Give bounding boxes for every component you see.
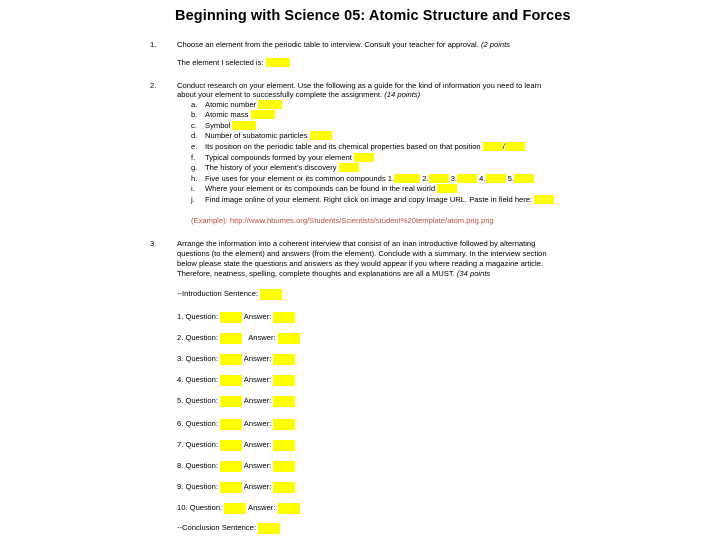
use-4-field[interactable] (486, 174, 506, 183)
q2-item-c-letter: c. (191, 121, 197, 130)
question-7-label: 7. Question: (177, 440, 218, 449)
q1-points: (2 points (480, 40, 511, 49)
q2-item-d-label: Number of subatomic particles (205, 131, 308, 140)
q2-item-e (191, 142, 525, 151)
qa-row-5 (177, 396, 295, 407)
answer-9-field[interactable] (273, 482, 295, 493)
qa-row-10 (177, 503, 300, 514)
q2-item-i-letter: i. (191, 184, 195, 193)
q2-item-g-letter: g. (191, 163, 198, 172)
qa-row-3 (177, 354, 295, 365)
atomic-number-field[interactable] (258, 100, 282, 109)
q3-line3: below please state the questions and answers as they would appear if you where reading a magazine article. (177, 259, 543, 268)
question-4-label: 4. Question: (177, 375, 218, 384)
atomic-mass-field[interactable] (251, 110, 275, 119)
question-8-label: 8. Question: (177, 461, 218, 470)
answer-3-label: Answer: (243, 354, 272, 363)
answer-6-field[interactable] (273, 419, 295, 430)
q2-item-d (191, 131, 332, 140)
q2-item-a (191, 100, 282, 109)
q2-item-h (191, 174, 534, 183)
q2-item-f-label: Typical compounds formed by your element (205, 153, 352, 162)
q2-item-a-letter: a. (191, 100, 198, 109)
q2-item-j-letter: j. (191, 195, 195, 204)
q2-item-e-label: Its position on the periodic table and its chemical properties based on that position (205, 142, 481, 151)
qa-row-7 (177, 440, 295, 451)
conclusion-row (177, 523, 280, 534)
q2-item-d-letter: d. (191, 131, 198, 140)
qa-row-8 (177, 461, 295, 472)
q1-text-body: Choose an element from the periodic table to interview. Consult your teacher for approval. (177, 40, 479, 49)
answer-7-field[interactable] (273, 440, 295, 451)
answer-10-label: Answer: (248, 503, 276, 512)
q2-item-h-label: Five uses for your element or its common compounds 1. (205, 174, 395, 183)
answer-8-label: Answer: (243, 461, 272, 470)
element-selected-field[interactable] (266, 58, 290, 67)
use-4-number: 4. (479, 174, 486, 183)
q3-line1: Arrange the information into a coherent interview that consist of an inan introductive followed by alternating (177, 239, 536, 248)
q2-number: 2. (150, 81, 157, 90)
answer-4-label: Answer: (243, 375, 272, 384)
q2-item-g-label: The history of your element’s discovery (205, 163, 337, 172)
page-title: Beginning with Science 05: Atomic Structure and Forces (175, 8, 571, 24)
answer-3-field[interactable] (273, 354, 295, 365)
q2-item-i-label: Where your element or its compounds can be found in the real world (205, 184, 436, 193)
intro-row (177, 289, 282, 300)
use-2-field[interactable] (429, 174, 449, 183)
q1-selected-row (177, 58, 290, 67)
answer-5-field[interactable] (273, 396, 295, 407)
conclusion-label: --Conclusion Sentence: (177, 523, 256, 532)
q3-line4 (177, 269, 490, 278)
q2-line1: Conduct research on your element. Use the following as a guide for the kind of information you need to learn (177, 81, 542, 90)
question-5-label: 5. Question: (177, 396, 218, 405)
question-10-label: 10. Question: (177, 503, 223, 512)
q2-item-j-label: Find image online of your element. Right click on image and copy Image URL. Paste in field here: (205, 195, 533, 204)
question-9-label: 9. Question: (177, 482, 218, 491)
q2-item-b (191, 110, 275, 119)
position-field[interactable] (483, 142, 503, 151)
q2-item-f (191, 153, 374, 162)
qa-row-9 (177, 482, 295, 493)
answer-6-label: Answer: (243, 419, 272, 428)
q2-line2-text: about your element to successfully complete the assignment. (177, 90, 383, 99)
conclusion-field[interactable] (258, 523, 280, 534)
symbol-field[interactable] (232, 121, 256, 130)
q2-item-a-label: Atomic number (205, 100, 257, 109)
answer-4-field[interactable] (273, 375, 295, 386)
position-separator: / (502, 142, 505, 151)
answer-2-field[interactable] (278, 333, 300, 344)
q2-item-e-letter: e. (191, 142, 198, 151)
intro-label: --Introduction Sentence: (177, 289, 259, 298)
qa-row-6 (177, 419, 295, 430)
question-8-field[interactable] (220, 461, 242, 472)
question-7-field[interactable] (220, 440, 242, 451)
q2-item-h-letter: h. (191, 174, 198, 183)
use-5-number: 5. (507, 174, 514, 183)
q3-line4-text: Therefore, neatness, spelling, complete thoughts and explanations are all a MUST. (177, 269, 455, 278)
q1-number: 1. (150, 40, 157, 49)
use-1-field[interactable] (394, 174, 420, 183)
answer-10-field[interactable] (278, 503, 300, 514)
q3-line2: questions (to the element) and answers (from the element). Conclude with a summary. In the interview section (177, 249, 547, 258)
question-10-field[interactable] (224, 503, 246, 514)
q2-points: (14 points) (384, 90, 421, 99)
compounds-field[interactable] (354, 153, 374, 162)
q3-points: (34 points (456, 269, 491, 278)
question-4-field[interactable] (220, 375, 242, 386)
q2-item-i (191, 184, 457, 193)
q2-item-g (191, 163, 359, 172)
qa-row-2 (177, 333, 300, 344)
question-1-field[interactable] (220, 312, 242, 323)
q3-number: 3. (150, 239, 157, 248)
use-2-number: 2. (422, 174, 429, 183)
question-6-field[interactable] (220, 419, 242, 430)
qa-row-4 (177, 375, 295, 386)
q2-item-f-letter: f. (191, 153, 196, 162)
subatomic-particles-field[interactable] (310, 131, 332, 140)
q2-item-c-label: Symbol (205, 121, 231, 130)
intro-field[interactable] (260, 289, 282, 300)
question-9-field[interactable] (220, 482, 242, 493)
answer-8-field[interactable] (273, 461, 295, 472)
answer-1-field[interactable] (273, 312, 295, 323)
question-2-label: 2. Question: (177, 333, 218, 342)
answer-1-label: Answer: (243, 312, 272, 321)
question-5-field[interactable] (220, 396, 242, 407)
question-6-label: 6. Question: (177, 419, 218, 428)
answer-9-label: Answer: (243, 482, 272, 491)
question-1-label: 1. Question: (177, 312, 218, 321)
answer-5-label: Answer: (243, 396, 272, 405)
q2-item-c (191, 121, 256, 130)
question-3-label: 3. Question: (177, 354, 218, 363)
q2-item-b-label: Atomic mass (205, 110, 249, 119)
history-field[interactable] (339, 163, 359, 172)
use-3-field[interactable] (457, 174, 477, 183)
question-2-field[interactable] (220, 333, 242, 344)
use-5-field[interactable] (514, 174, 534, 183)
chemical-properties-field[interactable] (502, 142, 525, 151)
example-url: (Example): http://www.hbumes.org/Students/Scientists/student%20template/atom.png.png (191, 216, 494, 225)
q1-selected-label: The element I selected is: (177, 58, 264, 67)
q2-item-j (191, 195, 554, 204)
q2-line2 (177, 90, 420, 99)
q2-item-b-letter: b. (191, 110, 198, 119)
q1-text (177, 40, 510, 49)
qa-row-1 (177, 312, 295, 323)
image-url-field[interactable] (534, 195, 554, 204)
use-3-number: 3. (450, 174, 458, 183)
answer-2-label: Answer: (248, 333, 276, 342)
question-3-field[interactable] (220, 354, 242, 365)
answer-7-label: Answer: (243, 440, 272, 449)
real-world-field[interactable] (437, 184, 457, 193)
